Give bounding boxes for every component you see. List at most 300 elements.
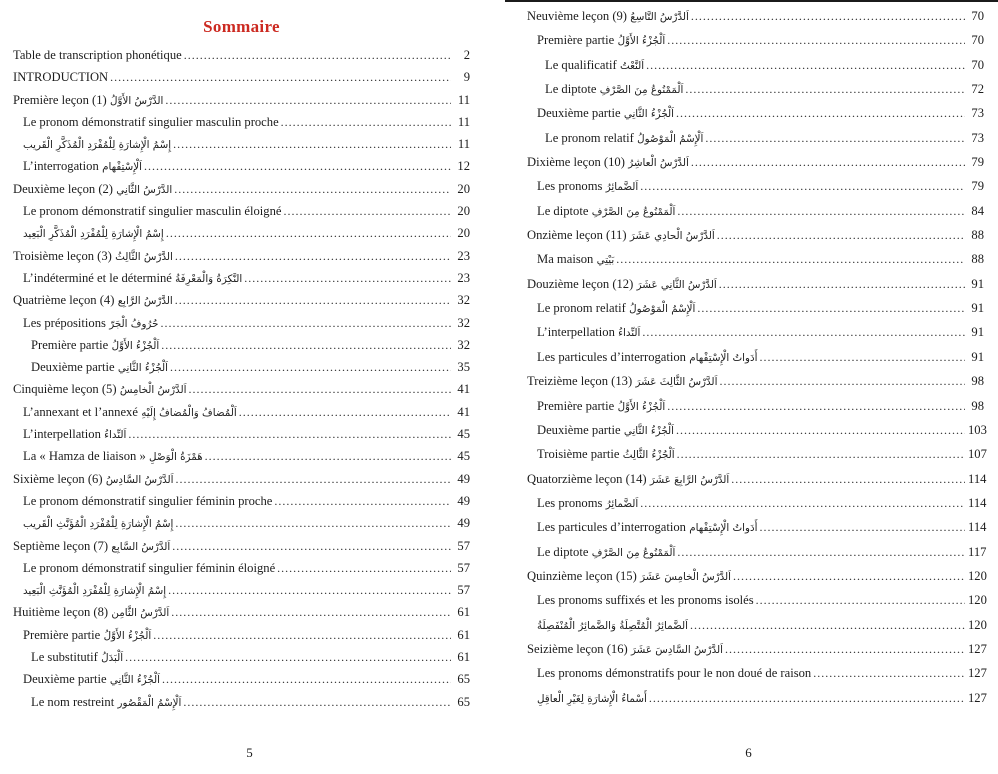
toc-entry-page-number: 12 bbox=[457, 159, 470, 174]
toc-entry-label bbox=[537, 350, 759, 365]
toc-entry-arabic-text: اَلدَّرْسُ التَّاسِعُ bbox=[627, 11, 689, 23]
toc-entry-french-text: Deuxième partie bbox=[537, 106, 621, 121]
toc-entry-french-text: La « Hamza de liaison » bbox=[23, 449, 146, 464]
toc-entry-page-number: 49 bbox=[457, 471, 470, 486]
toc-entry-label bbox=[13, 48, 184, 63]
toc-entry-label bbox=[23, 628, 153, 643]
dot-leader bbox=[110, 68, 451, 86]
toc-entry-french-text: Troisième partie bbox=[537, 447, 620, 462]
dot-leader bbox=[239, 403, 451, 421]
toc-entry bbox=[527, 664, 987, 688]
toc-entry bbox=[527, 372, 984, 396]
toc-entry-french-text: Ma maison bbox=[537, 252, 594, 267]
toc-entry-page-number: 23 bbox=[457, 270, 470, 285]
toc-entry-arabic-text: أَدَواتُ الْإِسْتِفْهام bbox=[685, 351, 758, 364]
toc-entry-page-number: 91 bbox=[971, 349, 984, 364]
toc-entry-label bbox=[31, 360, 170, 375]
toc-entry-page-number: 20 bbox=[457, 181, 470, 196]
toc-entry-french-text: Première partie bbox=[537, 398, 615, 413]
toc-entry-label bbox=[527, 155, 691, 170]
toc-entry-page-number: 117 bbox=[968, 544, 987, 559]
toc-entry-page-number: 61 bbox=[457, 627, 470, 642]
toc-entry-arabic-text: أَدَواتُ الْإِسْتِفْهام bbox=[685, 522, 758, 535]
dot-leader bbox=[160, 314, 451, 332]
dot-leader bbox=[616, 250, 965, 268]
toc-entry-arabic-text: اَلدَّرْسُ الْخامِسُ bbox=[116, 384, 187, 397]
toc-entry bbox=[527, 275, 984, 299]
toc-entry bbox=[13, 514, 470, 536]
toc-entry bbox=[527, 7, 984, 31]
toc-entry bbox=[527, 567, 987, 591]
toc-entry bbox=[13, 559, 470, 581]
toc-entry bbox=[527, 323, 984, 347]
toc-entry-page-number: 73 bbox=[971, 106, 984, 121]
toc-entry-label bbox=[537, 593, 756, 608]
toc-entry-label bbox=[545, 82, 685, 97]
toc-entry-page-number: 45 bbox=[457, 449, 470, 464]
dot-leader bbox=[184, 46, 451, 64]
toc-entry-french-text: Table de transcription phonétique bbox=[13, 48, 182, 62]
toc-entry-arabic-text: الدَّرْسُ الأَوَّلُ bbox=[106, 94, 164, 107]
toc-entry-label bbox=[537, 204, 677, 219]
toc-entry bbox=[13, 403, 470, 425]
toc-entry-french-text: Quatorzième leçon (14) bbox=[527, 471, 647, 486]
toc-entry-arabic-text: اَلدَّرْسُ الثَّانِي عَشَرَ bbox=[633, 278, 717, 291]
dot-leader bbox=[719, 372, 965, 390]
toc-entry-french-text: Le substitutif bbox=[31, 650, 98, 665]
toc-entry-page-number: 120 bbox=[968, 593, 987, 608]
toc-entry bbox=[527, 348, 984, 372]
toc-entry-page-number: 49 bbox=[457, 493, 470, 508]
toc-entry-french-text: Le pronom relatif bbox=[545, 130, 634, 145]
toc-entry-french-text: Deuxième partie bbox=[23, 672, 107, 687]
dot-leader bbox=[677, 202, 965, 220]
dot-leader bbox=[171, 603, 451, 621]
toc-entry-label bbox=[537, 325, 642, 340]
toc-entry-page-number: 91 bbox=[971, 276, 984, 291]
toc-entry-french-text: Le pronom démonstratif singulier masculin proche bbox=[23, 114, 279, 129]
toc-entry bbox=[527, 616, 987, 640]
toc-entry-french-text: Les pronoms suffixés et les pronoms isolés bbox=[537, 593, 754, 608]
toc-entry bbox=[13, 68, 470, 90]
toc-entry-french-text: L’interpellation bbox=[537, 325, 615, 340]
toc-entry-french-text: Quatrième leçon (4) bbox=[13, 293, 115, 308]
toc-entry-label bbox=[545, 58, 646, 73]
toc-entry-arabic-text: اَلدَّرْسُ الثَّامِن bbox=[108, 607, 170, 620]
toc-entry-label bbox=[527, 277, 719, 292]
toc-entry-french-text: Deuxième partie bbox=[537, 422, 621, 437]
toc-entry bbox=[527, 518, 987, 542]
toc-entry-label bbox=[527, 642, 725, 657]
toc-entry-french-text: Première partie bbox=[23, 627, 101, 642]
toc-entry-page-number: 127 bbox=[968, 641, 987, 656]
toc-entry-arabic-text: أَسْماءُ الْإِشارَةِ لِغَيْرِ الْعاقِلِ bbox=[537, 692, 647, 705]
toc-entry-arabic-text: اَلْجُزْءُ الثَّانِي bbox=[106, 674, 160, 687]
toc-entry-arabic-text: الدَّرْسُ الثَّانِي bbox=[113, 183, 173, 196]
toc-entry-french-text: Troisième leçon (3) bbox=[13, 248, 112, 263]
toc-entry bbox=[527, 543, 987, 567]
dot-leader bbox=[153, 626, 451, 644]
toc-entry-label bbox=[537, 447, 677, 462]
dot-leader bbox=[677, 445, 965, 463]
dot-leader bbox=[691, 153, 965, 171]
dot-leader bbox=[172, 537, 451, 555]
toc-entry-arabic-text: اَلضَّمائِرُ الْمُتَّصِلَةُ وَالضَّمائِرُ الْمُنْفَصِلَةُ bbox=[537, 619, 688, 632]
dot-leader bbox=[161, 336, 451, 354]
toc-entry-page-number: 32 bbox=[457, 315, 470, 330]
toc-entry bbox=[527, 80, 984, 104]
toc-entry-label bbox=[527, 374, 719, 389]
page-number-right: 6 bbox=[745, 745, 752, 760]
toc-entry-label bbox=[13, 93, 165, 108]
toc-entry-arabic-text: الدَّرْسُ الرَّابِع bbox=[114, 295, 173, 308]
toc-entry-label bbox=[527, 569, 733, 584]
toc-entry-page-number: 41 bbox=[457, 382, 470, 397]
dot-leader bbox=[244, 269, 451, 287]
toc-entry-page-number: 35 bbox=[457, 360, 470, 375]
toc-entry-french-text: Huitième leçon (8) bbox=[13, 605, 109, 620]
dot-leader bbox=[170, 358, 451, 376]
toc-entry bbox=[527, 129, 984, 153]
toc-entry-page-number: 23 bbox=[457, 248, 470, 263]
dot-leader bbox=[649, 689, 965, 707]
toc-entry-label bbox=[13, 70, 110, 85]
toc-entry-french-text: Douzième leçon (12) bbox=[527, 276, 634, 291]
toc-entry bbox=[527, 494, 987, 518]
toc-entry-arabic-text: اَلضَّمائِرُ bbox=[602, 181, 639, 194]
toc-entry-label bbox=[13, 182, 174, 197]
toc-entry-label bbox=[31, 338, 161, 353]
toc-entry bbox=[527, 104, 984, 128]
toc-entry-french-text: Deuxième partie bbox=[31, 360, 115, 375]
toc-entry-page-number: 79 bbox=[971, 179, 984, 194]
toc-entry-arabic-text: اَلْإِسْمُ الْمَوْصُولُ bbox=[625, 303, 696, 316]
toc-entry-label bbox=[537, 106, 676, 121]
toc-entry bbox=[13, 336, 470, 358]
toc-entry-label bbox=[13, 472, 176, 487]
toc-entry-label bbox=[13, 382, 188, 397]
dot-leader bbox=[697, 299, 965, 317]
toc-entry-arabic-text: اَلْبَدَلُ bbox=[97, 652, 124, 665]
dot-leader bbox=[690, 616, 965, 634]
dot-leader bbox=[188, 380, 451, 398]
dot-leader bbox=[646, 56, 965, 74]
toc-entry-french-text: Onzième leçon (11) bbox=[527, 228, 627, 243]
dot-leader bbox=[676, 421, 965, 439]
toc-entry-label bbox=[23, 316, 160, 331]
dot-leader bbox=[168, 581, 451, 599]
toc-entry-arabic-text: اَلْجُزْءُ الأَوَّلُ bbox=[614, 35, 666, 48]
toc-entry-french-text: L’annexant et l’annexé bbox=[23, 404, 138, 419]
toc-entry-arabic-text: اَلنِّداءُ bbox=[100, 429, 127, 442]
toc-entry-arabic-text: اَلْمَمْنُوعُ مِنَ الصَّرْفِ bbox=[596, 84, 684, 97]
toc-entry-page-number: 20 bbox=[457, 204, 470, 219]
dot-leader bbox=[175, 247, 451, 265]
toc-entry-page-number: 70 bbox=[971, 57, 984, 72]
toc-entry bbox=[13, 247, 470, 269]
toc-entry-label bbox=[23, 427, 128, 442]
toc-entry-label bbox=[537, 301, 697, 316]
toc-entry-label bbox=[537, 399, 667, 414]
toc-entry-arabic-text: اَلدَّرْسُ الرَّابِعَ عَشَرَ bbox=[646, 473, 730, 486]
toc-entry-arabic-text: حُرُوفُ الْجَرّ bbox=[105, 317, 159, 330]
toc-entry-page-number: 103 bbox=[968, 422, 987, 437]
toc-entry-french-text: Les prépositions bbox=[23, 315, 106, 330]
toc-entry-french-text: Le pronom relatif bbox=[537, 301, 626, 316]
toc-entry-arabic-text: اَلدَّرْسُ السَّادِسُ bbox=[102, 473, 174, 486]
toc-entry bbox=[13, 91, 470, 113]
toc-entry-arabic-text: اَلْجُزْءُ الأَوَّلُ bbox=[100, 629, 152, 642]
toc-entry-arabic-text: اَلْإِسْمُ الْمَقْصُور bbox=[114, 696, 182, 709]
toc-entry bbox=[13, 46, 470, 68]
toc-entry bbox=[527, 226, 984, 250]
toc-entry-page-number: 70 bbox=[971, 9, 984, 23]
dot-leader bbox=[813, 664, 965, 682]
dot-leader bbox=[717, 226, 965, 244]
dot-leader bbox=[676, 104, 965, 122]
toc-entry-french-text: Quinzième leçon (15) bbox=[527, 568, 637, 583]
toc-entry-label bbox=[23, 449, 205, 464]
toc-entry-french-text: Sixième leçon (6) bbox=[13, 471, 103, 486]
toc-entry-french-text: Seizième leçon (16) bbox=[527, 641, 628, 656]
toc-entry-french-text: Le pronom démonstratif singulier féminin éloigné bbox=[23, 560, 276, 575]
dot-leader bbox=[162, 670, 451, 688]
toc-entry-arabic-text: اَلْجُزْءُ الثَّالِثُ bbox=[619, 449, 675, 462]
dot-leader bbox=[144, 157, 451, 175]
dot-leader bbox=[640, 494, 965, 512]
toc-entry-label bbox=[537, 691, 649, 706]
toc-entry-french-text: Première leçon (1) bbox=[13, 92, 107, 107]
page-title: Sommaire bbox=[203, 17, 280, 36]
toc-entry-label bbox=[537, 33, 667, 48]
toc-entry-arabic-text: إِسْمُ الْإِشارَةِ لِلْمُفْرَدِ الْمُذَكَّرِ الْقَريب bbox=[23, 139, 172, 152]
toc-entry-arabic-text: اَلْمَمْنُوعُ مِنَ الصَّرْفِ bbox=[588, 546, 676, 559]
dot-leader bbox=[759, 348, 965, 366]
dot-leader bbox=[173, 135, 451, 153]
toc-entry-page-number: 49 bbox=[457, 516, 470, 531]
dot-leader bbox=[677, 543, 965, 561]
toc-entry bbox=[13, 693, 470, 715]
toc-entry-page-number: 88 bbox=[971, 252, 984, 267]
toc-entry-french-text: Deuxième leçon (2) bbox=[13, 181, 114, 196]
toc-entry-french-text: Le pronom démonstratif singulier masculin éloigné bbox=[23, 204, 282, 219]
toc-entry-french-text: Cinquième leçon (5) bbox=[13, 382, 117, 397]
toc-entry-label bbox=[23, 159, 144, 174]
toc-entry-label bbox=[23, 405, 239, 420]
toc-entry bbox=[13, 425, 470, 447]
toc-entry-label bbox=[13, 249, 175, 264]
toc-entry-page-number: 98 bbox=[971, 374, 984, 389]
toc-entry-label bbox=[23, 115, 281, 130]
dot-leader bbox=[283, 202, 451, 220]
toc-entry-page-number: 32 bbox=[457, 337, 470, 352]
dot-leader bbox=[705, 129, 965, 147]
toc-entry-label bbox=[13, 605, 171, 620]
toc-entry-arabic-text: اَلدَّرْسُ الْحادِي عَشَرَ bbox=[626, 230, 715, 243]
toc-entry-french-text: INTRODUCTION bbox=[13, 70, 109, 85]
toc-entry-french-text: Septième leçon (7) bbox=[13, 538, 109, 553]
toc-entry-page-number: 114 bbox=[968, 495, 987, 510]
toc-entry-page-number: 107 bbox=[968, 447, 987, 462]
toc-entry bbox=[527, 202, 984, 226]
toc-entry-french-text: Le diptote bbox=[537, 203, 589, 218]
scan-artifact-line bbox=[505, 0, 998, 2]
toc-entry bbox=[13, 157, 470, 179]
toc-entry-page-number: 88 bbox=[971, 228, 984, 243]
toc-entry bbox=[13, 492, 470, 514]
toc-entry-label bbox=[23, 494, 274, 509]
toc-entry-arabic-text: اَلدَّرْسُ السَّابِع bbox=[108, 540, 171, 553]
toc-entry-arabic-text: اَلْجُزْءُ الأَوَّلُ bbox=[108, 339, 160, 352]
dot-leader bbox=[667, 31, 965, 49]
toc-entry-arabic-text: اَلْإِسْتِفْهام bbox=[98, 161, 142, 174]
toc-entry-page-number: 114 bbox=[968, 520, 987, 535]
toc-entry bbox=[527, 591, 987, 615]
toc-entry-arabic-text: اَلدَّرْسُ الْخامِسَ عَشَرَ bbox=[636, 570, 732, 583]
toc-entry bbox=[13, 603, 470, 625]
toc-entry-french-text: Les particules d’interrogation bbox=[537, 520, 686, 535]
dot-leader bbox=[174, 180, 451, 198]
dot-leader bbox=[691, 7, 965, 25]
toc-entry-page-number: 2 bbox=[463, 48, 470, 62]
dot-leader bbox=[640, 177, 965, 195]
page-right bbox=[499, 0, 998, 774]
toc-entry bbox=[527, 640, 987, 664]
dot-leader bbox=[175, 291, 451, 309]
toc-entry bbox=[527, 31, 984, 55]
toc-entry-label bbox=[537, 545, 677, 560]
toc-entry-label bbox=[23, 561, 277, 576]
toc-entry-page-number: 41 bbox=[457, 404, 470, 419]
toc-entry-label bbox=[23, 204, 283, 219]
toc-entry-label bbox=[23, 271, 244, 286]
toc-entry-label bbox=[537, 666, 813, 681]
dot-leader bbox=[759, 518, 965, 536]
toc-entry-arabic-text: اَلْمُضافُ وَالْمُضافُ إِلَيْهِ bbox=[137, 406, 237, 419]
toc-entry-page-number: 57 bbox=[457, 560, 470, 575]
toc-entry bbox=[13, 447, 470, 469]
dot-leader bbox=[274, 492, 451, 510]
toc-entry bbox=[527, 470, 987, 494]
toc-entry-arabic-text: إِسْمُ الْإِشارَةِ لِلْمُفْرَدِ الْمُؤَنَّثِ الْبَعِيد bbox=[23, 585, 167, 598]
toc-entry-page-number: 84 bbox=[971, 203, 984, 218]
toc-entry bbox=[13, 537, 470, 559]
toc-entry-french-text: Neuvième leçon (9) bbox=[527, 9, 628, 23]
dot-leader bbox=[733, 567, 965, 585]
toc-entry-label bbox=[537, 496, 640, 511]
toc-entry-arabic-text: اَلدَّرْسُ السَّادِسَ عَشَرَ bbox=[627, 643, 723, 656]
toc-entry bbox=[13, 358, 470, 380]
toc-entry-french-text: Première partie bbox=[31, 337, 109, 352]
toc-entry-page-number: 79 bbox=[971, 155, 984, 170]
dot-leader bbox=[128, 425, 451, 443]
toc-entry-label bbox=[23, 516, 175, 531]
dot-leader bbox=[642, 323, 965, 341]
toc-entry bbox=[527, 299, 984, 323]
toc-entry bbox=[527, 250, 984, 274]
toc-entry-label bbox=[537, 179, 640, 194]
toc-entry-label bbox=[537, 618, 690, 633]
dot-leader bbox=[277, 559, 451, 577]
toc-list-right bbox=[527, 7, 987, 713]
toc-entry bbox=[13, 648, 470, 670]
toc-entry-arabic-text: النَّكِرَةُ وَالْمَعْرِفَةُ bbox=[171, 272, 243, 285]
toc-entry bbox=[13, 202, 470, 224]
toc-entry-page-number: 20 bbox=[457, 226, 470, 241]
toc-entry-page-number: 120 bbox=[968, 568, 987, 583]
toc-entry-arabic-text: اَلدَّرْسُ الثَّالِثَ عَشَرَ bbox=[632, 376, 718, 389]
toc-entry-page-number: 70 bbox=[971, 33, 984, 48]
dot-leader bbox=[725, 640, 965, 658]
toc-entry-arabic-text: اَلضَّمائِرُ bbox=[602, 497, 639, 510]
toc-entry-page-number: 61 bbox=[457, 605, 470, 620]
toc-entry-label bbox=[527, 228, 717, 243]
toc-entry-arabic-text: اَلْجُزْءُ الأَوَّلُ bbox=[614, 400, 666, 413]
toc-entry-page-number: 9 bbox=[463, 70, 470, 85]
toc-entry bbox=[13, 581, 470, 603]
toc-entry-label bbox=[31, 695, 183, 710]
toc-entry bbox=[13, 180, 470, 202]
dot-leader bbox=[205, 447, 451, 465]
toc-entry-arabic-text: الدَّرْسُ الثَّالِثُ bbox=[111, 250, 173, 263]
toc-entry-label bbox=[23, 137, 173, 152]
toc-entry-page-number: 57 bbox=[457, 538, 470, 553]
toc-entry-french-text: Le nom restreint bbox=[31, 694, 115, 709]
toc-entry-arabic-text: اَلنِّداءُ bbox=[614, 327, 641, 340]
dot-leader bbox=[125, 648, 451, 666]
toc-entry-french-text: Le diptote bbox=[537, 544, 589, 559]
dot-leader bbox=[175, 514, 451, 532]
toc-entry-page-number: 65 bbox=[457, 694, 470, 709]
toc-entry-arabic-text: اَلدَّرْسُ الْعاشِرُ bbox=[624, 157, 689, 170]
toc-entry bbox=[13, 135, 470, 157]
toc-entry-french-text: Première partie bbox=[537, 33, 615, 48]
toc-entry bbox=[13, 113, 470, 135]
toc-entry-arabic-text: اَلْجُزْءُ الثَّانِي bbox=[114, 362, 168, 375]
toc-entry-page-number: 114 bbox=[968, 471, 987, 486]
toc-entry bbox=[527, 56, 984, 80]
toc-entry-label bbox=[23, 583, 168, 598]
toc-entry-label bbox=[537, 423, 676, 438]
toc-entry-page-number: 57 bbox=[457, 583, 470, 598]
dot-leader bbox=[165, 91, 451, 109]
dot-leader bbox=[731, 470, 965, 488]
toc-entry-arabic-text: هَمْزَةُ الْوَصْلِ bbox=[145, 451, 203, 464]
page-number-left: 5 bbox=[246, 745, 253, 760]
toc-entry bbox=[13, 291, 470, 313]
toc-entry-page-number: 45 bbox=[457, 427, 470, 442]
dot-leader bbox=[183, 693, 451, 711]
toc-entry-arabic-text: اَلْجُزْءُ الثَّانِي bbox=[620, 108, 674, 121]
toc-entry-french-text: Le diptote bbox=[545, 82, 597, 97]
dot-leader bbox=[176, 470, 451, 488]
toc-entry bbox=[13, 269, 470, 291]
toc-entry-french-text: L’interrogation bbox=[23, 159, 99, 174]
toc-entry bbox=[527, 421, 987, 445]
toc-entry bbox=[13, 470, 470, 492]
toc-entry bbox=[527, 177, 984, 201]
toc-entry-label bbox=[527, 472, 731, 487]
toc-entry-page-number: 11 bbox=[457, 137, 470, 152]
toc-entry bbox=[13, 670, 470, 692]
dot-leader bbox=[719, 275, 965, 293]
dot-leader bbox=[166, 224, 451, 242]
toc-entry-french-text: Le pronom démonstratif singulier féminin proche bbox=[23, 493, 273, 508]
toc-entry-label bbox=[13, 293, 175, 308]
toc-entry-arabic-text: اَلْمَمْنُوعُ مِنَ الصَّرْفِ bbox=[588, 205, 676, 218]
toc-entry-label bbox=[23, 672, 162, 687]
toc-entry-french-text: Treizième leçon (13) bbox=[527, 374, 633, 389]
